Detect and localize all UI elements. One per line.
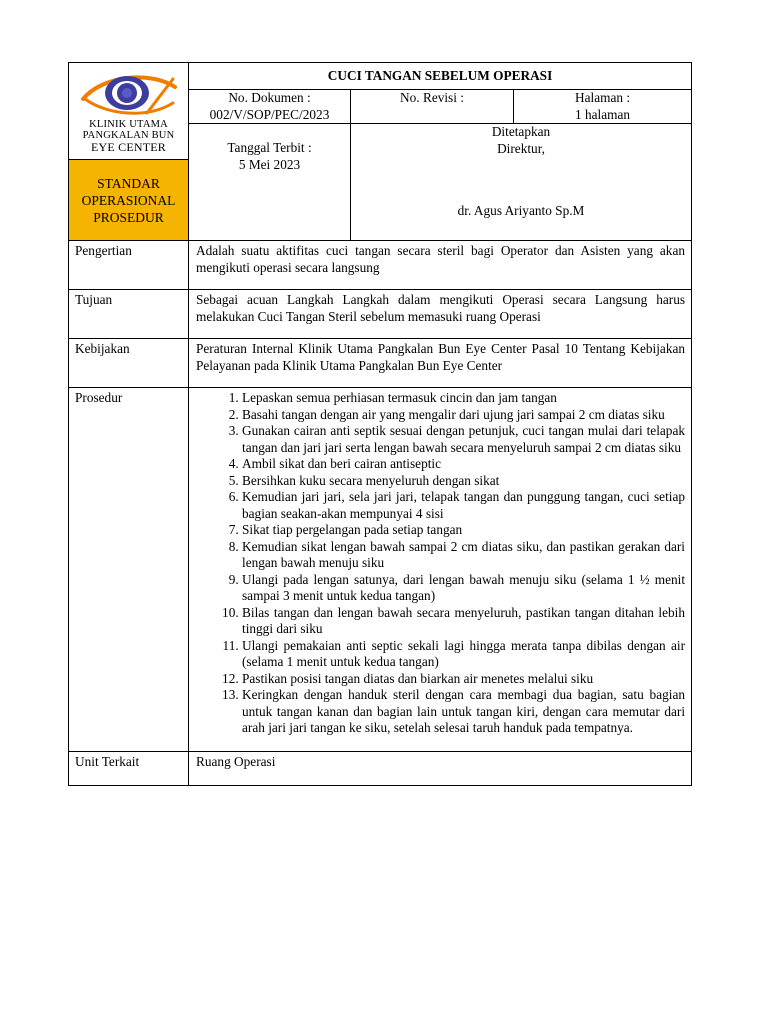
doc-number-label: No. Dokumen : — [228, 90, 311, 105]
sop-line1: STANDAR — [97, 175, 160, 191]
page-label: Halaman : — [575, 90, 631, 105]
prosedur-step: 11. Ulangi pemakaian anti septic sekali lagi hingga merata tanpa dibilas dengan air (selama 1 menit untuk kedua tangan) — [242, 638, 685, 671]
revision-label: No. Revisi : — [400, 90, 464, 105]
prosedur-step: 13. Keringkan dengan handuk steril dengan cara membagi dua bagian, satu bagian untuk tangan kanan dan bagian lain untuk tangan kiri, dengan cara memutar dari arah jari jari tangan ke siku, setelah selesai taruh handuk pada tempatnya. — [242, 687, 685, 737]
prosedur-cell — [189, 388, 692, 752]
issue-date-value: 5 Mei 2023 — [238, 156, 301, 172]
clinic-name-line2: PANGKALAN BUN — [82, 130, 175, 141]
approved-role: Direktur, — [497, 140, 545, 156]
sop-document — [68, 62, 691, 786]
pengertian-label: Pengertian — [69, 241, 189, 290]
issue-date-cell — [189, 124, 351, 241]
signature-space — [351, 157, 691, 203]
clinic-name-line3: EYE CENTER — [91, 140, 166, 154]
clinic-name — [69, 119, 188, 154]
revision-cell — [351, 90, 514, 124]
prosedur-step: 6. Kemudian jari jari, sela jari jari, telapak tangan dan punggung tangan, cuci setiap bagian seakan-akan mempunyai 4 sisi — [242, 489, 685, 522]
prosedur-step: 9. Ulangi pada lengan satunya, dari lengan bawah menuju siku (selama 1 ½ menit sampai 3 menit untuk kedua tangan) — [242, 572, 685, 605]
approved-name: dr. Agus Ariyanto Sp.M — [457, 203, 585, 218]
unit-label: Unit Terkait — [69, 751, 189, 785]
prosedur-label: Prosedur — [69, 388, 189, 752]
prosedur-list — [196, 390, 685, 737]
kebijakan-text: Peraturan Internal Klinik Utama Pangkalan Bun Eye Center Pasal 10 Tentang Kebijakan Pelayanan pada Klinik Utama Pangkalan Bun Eye Center — [189, 339, 692, 388]
document-title: CUCI TANGAN SEBELUM OPERASI — [189, 63, 692, 90]
doc-number-value: 002/V/SOP/PEC/2023 — [209, 106, 330, 122]
prosedur-step: 10. Bilas tangan dan lengan bawah secara menyeluruh, pastikan tangan ditahan lebih tinggi dari siku — [242, 605, 685, 638]
issue-date-label: Tanggal Terbit : — [227, 140, 312, 155]
clinic-name-line1: KLINIK UTAMA — [89, 119, 168, 130]
prosedur-step: 5. Bersihkan kuku secara menyeluruh dengan sikat — [242, 473, 685, 490]
sop-line3: PROSEDUR — [93, 209, 164, 225]
prosedur-step: 4. Ambil sikat dan beri cairan antiseptic — [242, 456, 685, 473]
approved-label: Ditetapkan — [491, 124, 551, 139]
kebijakan-label: Kebijakan — [69, 339, 189, 388]
sop-badge — [69, 160, 189, 241]
approval-cell — [351, 124, 692, 241]
prosedur-step: 12. Pastikan posisi tangan diatas dan biarkan air menetes melalui siku — [242, 671, 685, 688]
pengertian-text: Adalah suatu aktifitas cuci tangan secara steril bagi Operator dan Asisten yang akan mengikuti operasi secara langsung — [189, 241, 692, 290]
prosedur-step: 3. Gunakan cairan anti septik sesuai dengan petunjuk, cuci tangan mulai dari telapak tangan dan jari jari serta lengan bawah secara menyeluruh sampai 2 cm diatas siku — [242, 423, 685, 456]
prosedur-step: 2. Basahi tangan dengan air yang mengalir dari ujung jari sampai 2 cm diatas siku — [242, 407, 685, 424]
tujuan-label: Tujuan — [69, 290, 189, 339]
sop-table — [68, 62, 692, 786]
page-value: 1 halaman — [575, 106, 631, 122]
logo-cell — [69, 63, 189, 160]
tujuan-text: Sebagai acuan Langkah Langkah dalam mengikuti Operasi secara Langsung harus melakukan Cuci Tangan Steril sebelum memasuki ruang Operasi — [189, 290, 692, 339]
doc-number-cell — [189, 90, 351, 124]
eye-logo-icon — [77, 69, 181, 121]
prosedur-step: 7. Sikat tiap pergelangan pada setiap tangan — [242, 522, 685, 539]
prosedur-step: 8. Kemudian sikat lengan bawah sampai 2 cm diatas siku, dan pastikan gerakan dari lengan bawah menuju siku — [242, 539, 685, 572]
page-cell — [514, 90, 692, 124]
prosedur-step: 1. Lepaskan semua perhiasan termasuk cincin dan jam tangan — [242, 390, 685, 407]
sop-line2: OPERASIONAL — [81, 192, 176, 208]
unit-text: Ruang Operasi — [189, 751, 692, 785]
